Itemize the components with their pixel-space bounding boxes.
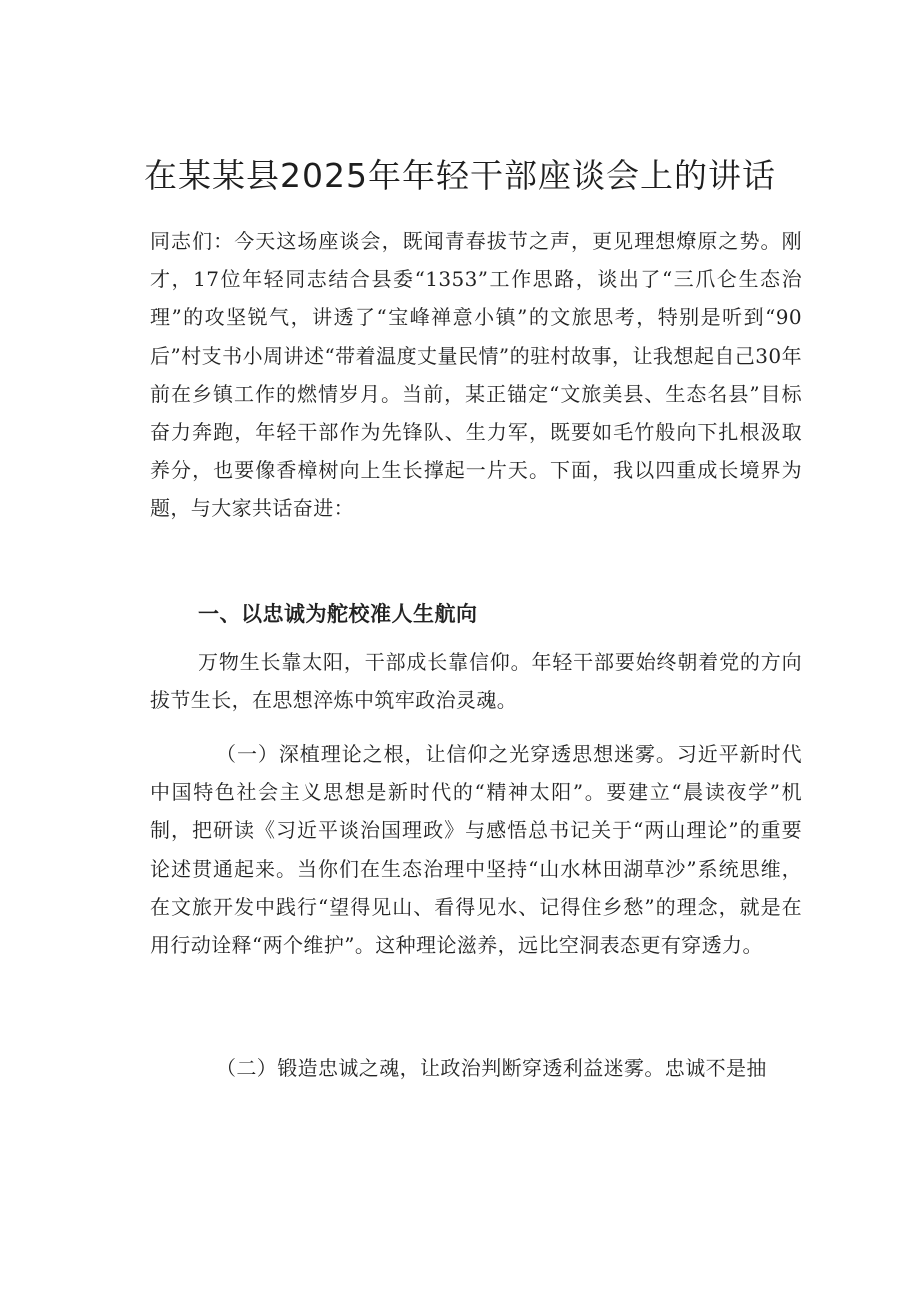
intro-paragraph: 同志们：今天这场座谈会，既闻青春拔节之声，更见理想燎原之势。刚才，17位年轻同志结合县委“1353”工作思路，谈出了“三爪仑生态治理”的攻坚锐气，讲透了“宝峰禅意小镇”的文旅思考，特别是听到“90后”村支书小周讲述“带着温度丈量民情”的驻村故事，让我想起自己30年前在乡镇工作的燃情岁月。当前，某正锚定“文旅美县、生态名县”目标奋力奔跑，年轻干部作为先锋队、生力军，既要如毛竹般向下扎根汲取养分，也要像香樟树向上生长撑起一片天。下面，我以四重成长境界为题，与大家共话奋进： [150, 229, 802, 521]
document-title: 在某某县2025年年轻干部座谈会上的讲话 [144, 156, 776, 195]
subsection-paragraph-1: （一）深植理论之根，让信仰之光穿透思想迷雾。习近平新时代中国特色社会主义思想是新时代的“精神太阳”。要建立“晨读夜学”机制，把研读《习近平谈治国理政》与感悟总书记关于“两山理论”的重要论述贯通起来。当你们在生态治理中坚持“山水林田湖草沙”系统思维，在文旅开发中践行“望得见山、看得见水、记得住乡愁”的理念，就是在用行动诠释“两个维护”。这种理论滋养，远比空洞表态更有穿透力。 [150, 742, 802, 958]
subsection-paragraph-2: （二）锻造忠诚之魂，让政治判断穿透利益迷雾。忠诚不是抽 [216, 1056, 767, 1080]
section-lead-paragraph: 万物生长靠太阳，干部成长靠信仰。年轻干部要始终朝着党的方向拔节生长，在思想淬炼中筑牢政治灵魂。 [150, 650, 802, 713]
section-heading: 一、以忠诚为舵校准人生航向 [198, 602, 478, 626]
